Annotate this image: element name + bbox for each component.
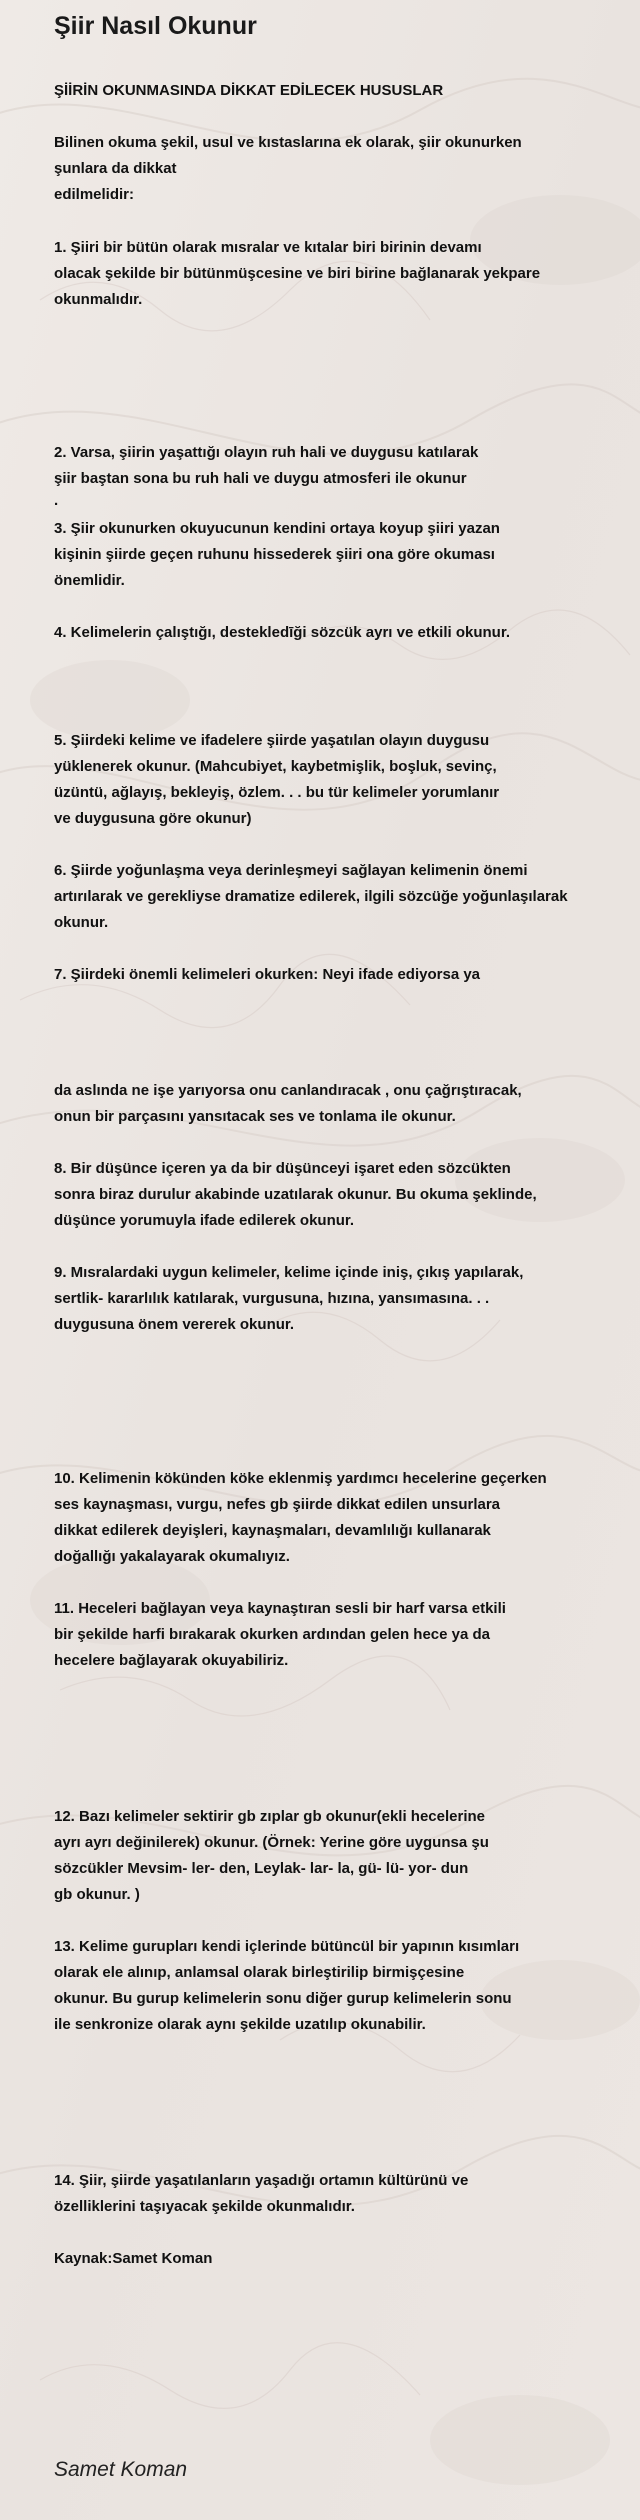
text-line: doğallığı yakalayarak okumalıyız. bbox=[54, 1548, 290, 1565]
text-line: şiir baştan sona bu ruh hali ve duygu atmosferi ile okunur bbox=[54, 470, 467, 487]
text-line: duygusuna önem vererek okunur. bbox=[54, 1316, 295, 1333]
text-line: 8. Bir düşünce içeren ya da bir düşünceyi işaret eden sözcükten bbox=[54, 1160, 511, 1177]
text-line: 12. Bazı kelimeler sektirir gb zıplar gb okunur(ekli hecelerine bbox=[54, 1808, 485, 1825]
text-line: 2. Varsa, şiirin yaşattığı olayın ruh hali ve duygusu katılarak bbox=[54, 444, 479, 461]
text-line: da aslında ne işe yarıyorsa onu canlandıracak , onu çağrıştıracak, bbox=[54, 1082, 522, 1099]
text-line: 3. Şiir okunurken okuyucunun kendini ortaya koyup şiiri yazan bbox=[54, 520, 500, 537]
text-line: sertlik- kararlılık katılarak, vurgusuna, hızına, yansımasına. . . bbox=[54, 1290, 490, 1307]
text-line: düşünce yorumuyla ifade edilerek okunur. bbox=[54, 1212, 355, 1229]
text-line: 6. Şiirde yoğunlaşma veya derinleşmeyi sağlayan kelimenin önemi bbox=[54, 862, 528, 879]
text-line: ile senkronize olarak aynı şekilde uzatılıp okunabilir. bbox=[54, 2016, 426, 2033]
text-line: yüklenerek okunur. (Mahcubiyet, kaybetmişlik, boşluk, sevinç, bbox=[54, 758, 497, 775]
page-title: Şiir Nasıl Okunur bbox=[54, 12, 257, 40]
text-line: bir şekilde harfi bırakarak okurken ardından gelen hece ya da bbox=[54, 1626, 491, 1643]
text-line: önemlidir. bbox=[54, 572, 125, 589]
text-line: 7. Şiirdeki önemli kelimeleri okurken: Neyi ifade ediyorsa ya bbox=[54, 966, 481, 983]
text-line: 11. Heceleri bağlayan veya kaynaştıran sesli bir harf varsa etkili bbox=[54, 1600, 506, 1617]
text-line: edilmelidir: bbox=[54, 186, 135, 203]
text-line: üzüntü, ağlayış, bekleyiş, özlem. . . bu tür kelimeler yorumlanır bbox=[54, 784, 500, 801]
text-line: okunur. Bu gurup kelimelerin sonu diğer gurup kelimelerin sonu bbox=[54, 1990, 512, 2007]
text-line: ve duygusuna göre okunur) bbox=[54, 810, 252, 827]
text-line: ayrı ayrı değinilerek) okunur. (Örnek: Yerine göre uygunsa şu bbox=[54, 1834, 489, 1851]
text-line: şunlara da dikkat bbox=[54, 160, 177, 177]
text-line: sonra biraz durulur akabinde uzatılarak okunur. Bu okuma şeklinde, bbox=[54, 1186, 537, 1203]
source-line: Kaynak:Samet Koman bbox=[54, 2250, 213, 2267]
text-line: özelliklerini taşıyacak şekilde okunmalıdır. bbox=[54, 2198, 355, 2215]
text-line: okunur. bbox=[54, 914, 109, 931]
text-line: 9. Mısralardaki uygun kelimeler, kelime içinde iniş, çıkış yapılarak, bbox=[54, 1264, 524, 1281]
text-line: onun bir parçasını yansıtacak ses ve tonlama ile okunur. bbox=[54, 1108, 456, 1125]
author-signature: Samet Koman bbox=[54, 2458, 188, 2481]
section-heading: ŞİİRİN OKUNMASINDA DİKKAT EDİLECEK HUSUSLAR bbox=[54, 82, 444, 99]
text-line: Bilinen okuma şekil, usul ve kıstaslarına ek olarak, şiir okunurken bbox=[54, 134, 522, 151]
text-line: olarak ele alınıp, anlamsal olarak birleştirilip birmişçesine bbox=[54, 1964, 465, 1981]
text-line: . bbox=[54, 492, 59, 509]
text-line: 10. Kelimenin kökünden köke eklenmiş yardımcı hecelerine geçerken bbox=[54, 1470, 547, 1487]
text-line: olacak şekilde bir bütünmüşcesine ve biri birine bağlanarak yekpare bbox=[54, 265, 541, 282]
text-line: ses kaynaşması, vurgu, nefes gb şiirde dikkat edilen unsurlara bbox=[54, 1496, 501, 1513]
text-line: gb okunur. ) bbox=[54, 1886, 140, 1903]
text-line: 1. Şiiri bir bütün olarak mısralar ve kıtalar biri birinin devamı bbox=[54, 239, 482, 256]
text-line: dikkat edilerek deyişleri, kaynaşmaları, devamlılığı kullanarak bbox=[54, 1522, 491, 1539]
text-line: 5. Şiirdeki kelime ve ifadelere şiirde yaşatılan olayın duygusu bbox=[54, 732, 490, 749]
text-line: 13. Kelime gurupları kendi içlerinde bütüncül bir yapının kısımları bbox=[54, 1938, 520, 1955]
text-line: kişinin şiirde geçen ruhunu hissederek şiiri ona göre okuması bbox=[54, 546, 495, 563]
text-line: sözcükler Mevsim- ler- den, Leylak- lar- la, gü- lü- yor- dun bbox=[54, 1860, 469, 1877]
text-line: okunmalıdır. bbox=[54, 291, 143, 308]
text-line: artırılarak ve gerekliyse dramatize edilerek, ilgili sözcüğe yoğunlaşılarak bbox=[54, 888, 568, 905]
text-line: 4. Kelimelerin çalıştığı, destekledīği sözcük ayrı ve etkili okunur. bbox=[54, 624, 511, 641]
text-line: hecelere bağlayarak okuyabiliriz. bbox=[54, 1652, 289, 1669]
text-line: 14. Şiir, şiirde yaşatılanların yaşadığı ortamın kültürünü ve bbox=[54, 2172, 469, 2189]
